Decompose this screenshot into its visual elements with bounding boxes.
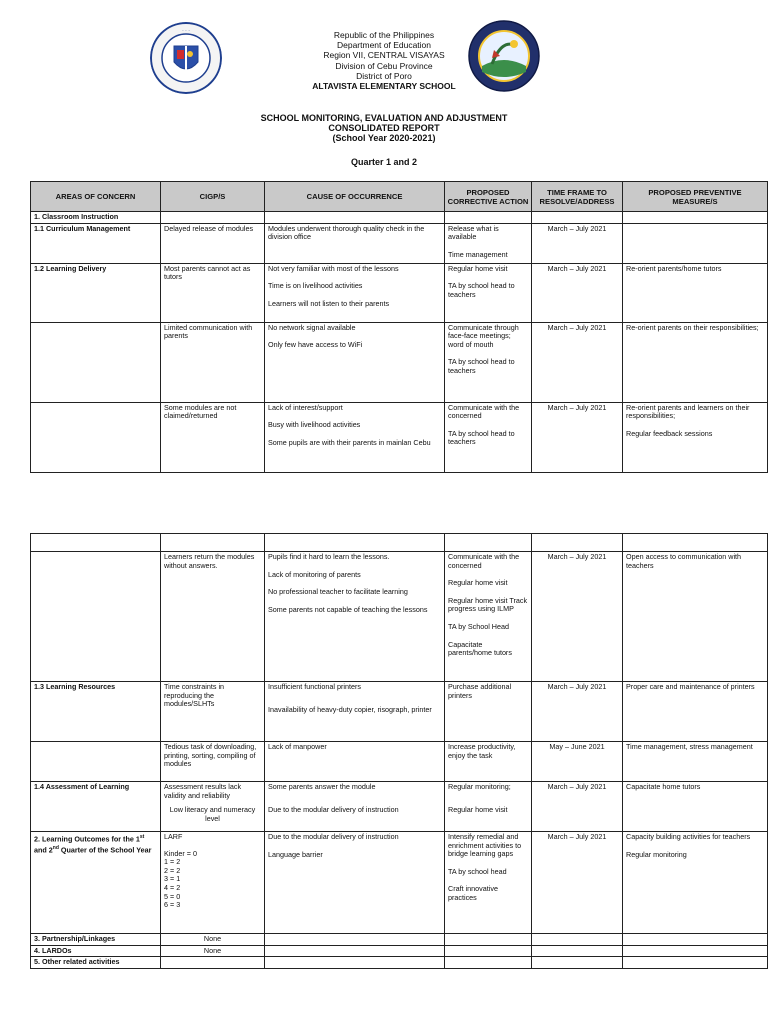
cigp-cell: Time constraints in reproducing the modules/SLHTs: [161, 682, 265, 742]
cause-text: Time is on livelihood activities: [268, 281, 363, 291]
time-cell: March – July 2021: [532, 682, 623, 742]
time-cell: March – July 2021: [532, 402, 623, 472]
column-header: PROPOSED PREVENTIVE MEASURE/S: [623, 182, 768, 212]
time-cell: March – July 2021: [532, 223, 623, 263]
cigp-cell: [161, 832, 265, 934]
column-header: TIME FRAME TO RESOLVE/ADDRESS: [532, 182, 623, 212]
preventive-cell: [623, 832, 768, 934]
action-cell: [445, 402, 532, 472]
preventive-text: Regular monitoring: [626, 849, 687, 859]
action-text: Communicate through face-face meetings; word of mouth: [448, 322, 519, 349]
action-text: Intensify remedial and enrichment activities to bridge learning gaps: [448, 832, 522, 859]
cause-cell: Modules underwent thorough quality check in the division office: [265, 223, 445, 263]
preventive-cell: Open access to communication with teachers: [623, 552, 768, 682]
time-cell: March – July 2021: [532, 782, 623, 832]
preventive-text: Regular feedback sessions: [626, 428, 713, 438]
area-text: nd: [52, 844, 59, 851]
action-text: Communicate with the concerned: [448, 402, 520, 421]
grade-count: 1 = 2: [164, 857, 181, 867]
cause-text: Learners will not listen to their parents: [268, 298, 390, 308]
cigp-cell: None: [161, 945, 265, 957]
cause-cell: [265, 782, 445, 832]
cause-cell: [265, 263, 445, 322]
letterhead-line: Department of Education: [336, 40, 432, 51]
table-row: [31, 934, 768, 946]
cause-text: No professional teacher to facilitate learning: [268, 587, 408, 597]
larf-label: LARF: [164, 832, 183, 841]
grade-count: 3 = 1: [164, 874, 181, 884]
action-cell: [445, 322, 532, 402]
table-row: [31, 682, 768, 742]
table-row: [31, 263, 768, 322]
area-cell: 3. Partnership/Linkages: [31, 934, 161, 946]
cause-text: Pupils find it hard to learn the lessons.: [268, 552, 390, 561]
school-name: ALTAVISTA ELEMENTARY SCHOOL: [312, 81, 456, 92]
table-row: [31, 322, 768, 402]
time-cell: March – July 2021: [532, 552, 623, 682]
report-table-page2: [30, 533, 768, 969]
cause-text: Insufficient functional printers: [268, 682, 361, 691]
grade-count: Kinder = 0: [164, 848, 197, 858]
cause-cell: [265, 682, 445, 742]
action-cell: [445, 782, 532, 832]
cause-cell: [265, 322, 445, 402]
cause-cell: [265, 832, 445, 934]
action-text: Release what is available: [448, 223, 499, 242]
action-text: TA by School Head: [448, 621, 509, 631]
action-text: TA by school head to teachers: [448, 428, 515, 447]
area-text: 2. Learning Outcomes for the 1: [34, 834, 140, 844]
letterhead: [0, 30, 768, 91]
letterhead-line: Republic of the Philippines: [333, 30, 435, 40]
cigp-cell: None: [161, 934, 265, 946]
division-seal-logo: [468, 20, 540, 92]
preventive-cell: Time management, stress management: [623, 742, 768, 782]
quarter-label: Quarter 1 and 2: [350, 157, 418, 167]
report-title-line: (School Year 2020-2021): [332, 133, 436, 143]
column-header: CIGP/S: [161, 182, 265, 212]
cause-cell: [265, 552, 445, 682]
action-text: TA by school head to teachers: [448, 357, 515, 375]
table-row: [31, 782, 768, 832]
cigp-cell: Most parents cannot act as tutors: [161, 263, 265, 322]
cigp-cell: Limited communication with parents: [161, 322, 265, 402]
table-row: [31, 212, 768, 224]
cigp-cell: Learners return the modules without answers.: [161, 552, 265, 682]
preventive-cell: Capacitate home tutors: [623, 782, 768, 832]
action-cell: [445, 832, 532, 934]
cigp-cell: Tedious task of downloading, printing, sorting, compiling of modules: [161, 742, 265, 782]
cause-text: Not very familiar with most of the lessons: [268, 263, 399, 273]
preventive-cell: [623, 402, 768, 472]
cause-text: Some pupils are with their parents in mainlan Cebu: [268, 437, 431, 447]
grade-count: 2 = 2: [164, 865, 181, 875]
svg-text:· · ·: · · ·: [182, 28, 190, 34]
area-cell: 5. Other related activities: [31, 957, 161, 969]
area-text: and 2: [34, 845, 53, 855]
time-cell: May – June 2021: [532, 742, 623, 782]
report-table-page1: [30, 181, 768, 473]
action-text: TA by school head to teachers: [448, 281, 515, 299]
action-text: Regular home visit: [448, 578, 508, 588]
cigp-cell: Some modules are not claimed/returned: [161, 402, 265, 472]
preventive-cell: [623, 223, 768, 263]
area-cell: 1.2 Learning Delivery: [31, 263, 161, 322]
area-text: Quarter of the School Year: [58, 845, 152, 855]
area-cell: 1.4 Assessment of Learning: [31, 782, 161, 832]
table-row: [31, 552, 768, 682]
cause-text: Inavailability of heavy-duty copier, risograph, printer: [268, 704, 432, 714]
action-text: Communicate with the concerned: [448, 552, 520, 570]
area-cell: [31, 832, 161, 934]
cigp-text: Assessment results lack validity and reliability: [164, 782, 242, 800]
cigp-cell: Delayed release of modules: [161, 223, 265, 263]
cigp-text: Low literacy and numeracy level: [169, 805, 256, 823]
action-text: Regular home visit: [448, 263, 508, 273]
report-title-line: SCHOOL MONITORING, EVALUATION AND ADJUSTMENT: [260, 113, 508, 123]
letterhead-line: Region VII, CENTRAL VISAYAS: [323, 50, 445, 61]
action-text: Capacitate parents/home tutors: [448, 639, 512, 658]
column-header: PROPOSED CORRECTIVE ACTION: [445, 182, 532, 212]
table-row: [31, 402, 768, 472]
column-header: CAUSE OF OCCURRENCE: [265, 182, 445, 212]
action-text: Regular monitoring;: [448, 782, 511, 791]
action-text: Craft innovative practices: [448, 884, 498, 902]
column-header: AREAS OF CONCERN: [31, 182, 161, 212]
report-title-line: CONSOLIDATED REPORT: [328, 123, 440, 133]
cigp-cell: [161, 782, 265, 832]
grade-count: 6 = 3: [164, 900, 181, 910]
preventive-cell: Re-orient parents on their responsibilities;: [623, 322, 768, 402]
preventive-text: Re-orient parents and learners on their responsibilities;: [626, 402, 750, 421]
grade-count: 5 = 0: [164, 891, 181, 901]
area-text: st: [139, 834, 145, 840]
area-cell: 1.3 Learning Resources: [31, 682, 161, 742]
action-text: TA by school head: [448, 866, 507, 876]
preventive-cell: Proper care and maintenance of printers: [623, 682, 768, 742]
time-cell: March – July 2021: [532, 263, 623, 322]
preventive-cell: Re-orient parents/home tutors: [623, 263, 768, 322]
cause-text: Due to the modular delivery of instruction: [268, 804, 399, 814]
cause-text: Some parents not capable of teaching the lessons: [268, 604, 428, 614]
letterhead-line: District of Poro: [356, 70, 412, 81]
report-title: [0, 113, 768, 143]
action-text: Regular home visit: [448, 804, 508, 814]
cause-text: Only few have access to WiFi: [268, 340, 363, 350]
table-row: [31, 223, 768, 263]
time-cell: March – July 2021: [532, 832, 623, 934]
table-row: [31, 832, 768, 934]
table-header-row: [31, 182, 768, 212]
cause-text: Lack of interest/support: [268, 402, 343, 412]
action-cell: [445, 552, 532, 682]
letterhead-line: Division of Cebu Province: [335, 60, 433, 71]
action-text: Time management: [448, 249, 508, 259]
cause-cell: [265, 402, 445, 472]
action-cell: Increase productivity, enjoy the task: [445, 742, 532, 782]
action-text: Regular home visit Track progress using ILMP: [448, 595, 528, 614]
preventive-text: Capacity building activities for teachers: [626, 832, 751, 841]
grade-count: 4 = 2: [164, 882, 181, 892]
cause-text: Language barrier: [268, 849, 323, 859]
cause-text: Some parents answer the module: [268, 782, 376, 791]
time-cell: March – July 2021: [532, 322, 623, 402]
cause-text: No network signal available: [268, 322, 356, 332]
table-row: [31, 742, 768, 782]
area-cell: 4. LARDOs: [31, 945, 161, 957]
cause-text: Lack of monitoring of parents: [268, 569, 361, 579]
table-row: [31, 534, 768, 552]
cause-text: Due to the modular delivery of instruction: [268, 832, 399, 841]
area-cell: 1. Classroom Instruction: [31, 212, 161, 224]
table-row: [31, 957, 768, 969]
action-cell: [445, 223, 532, 263]
cause-cell: Lack of manpower: [265, 742, 445, 782]
cause-text: Busy with livelihood activities: [268, 420, 361, 430]
action-cell: [445, 263, 532, 322]
action-cell: Purchase additional printers: [445, 682, 532, 742]
area-cell: 1.1 Curriculum Management: [31, 223, 161, 263]
table-row: [31, 945, 768, 957]
